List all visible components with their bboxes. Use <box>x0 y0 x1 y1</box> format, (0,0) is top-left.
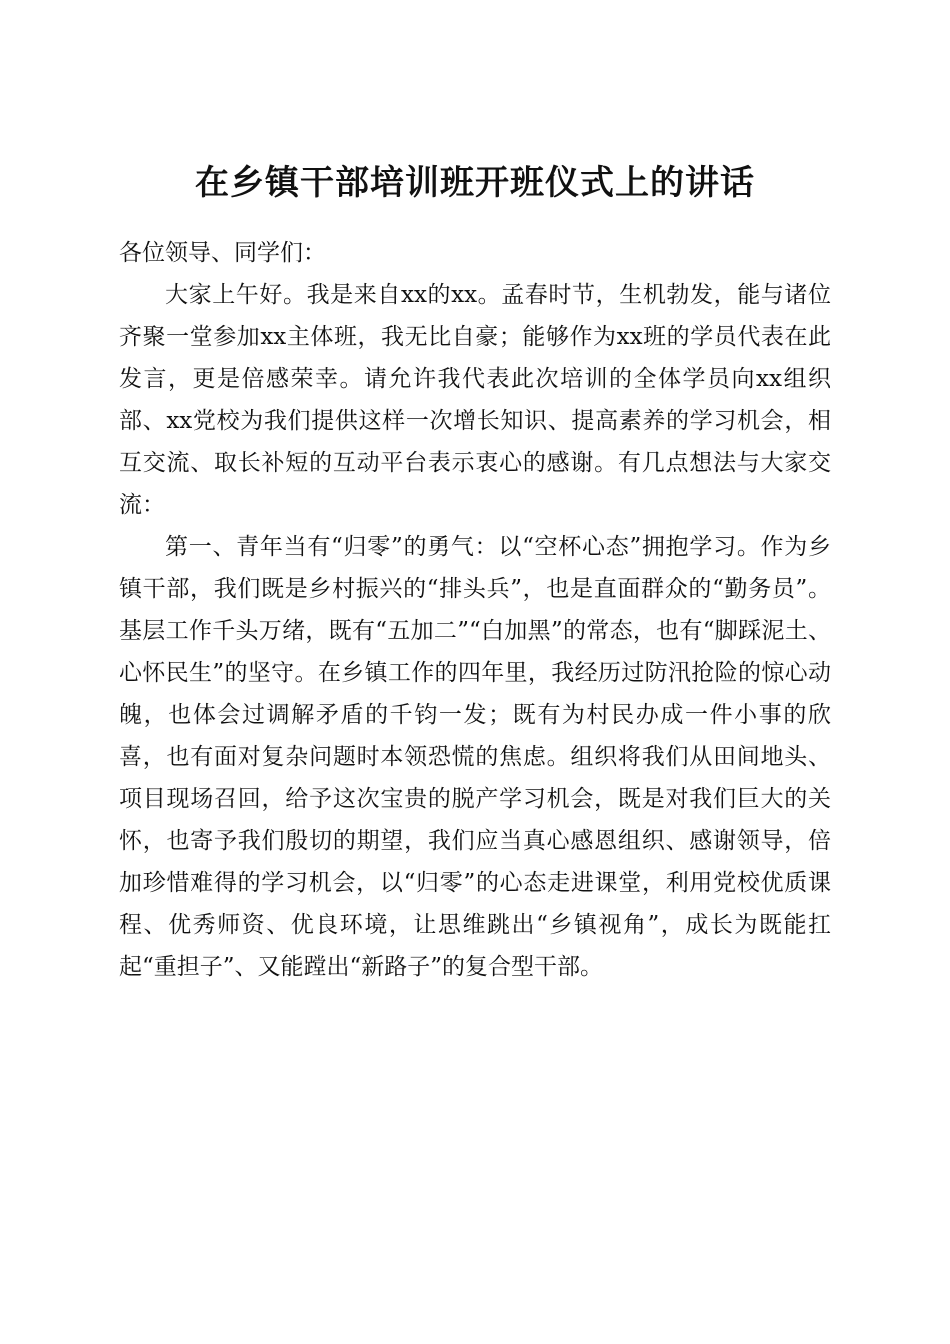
paragraph-intro: 大家上午好。我是来自xx的xx。孟春时节，生机勃发，能与诸位齐聚一堂参加xx主体班，我无比自豪；能够作为xx班的学员代表在此发言，更是倍感荣幸。请允许我代表此次培训的全体学员向xx组织部、xx党校为我们提供这样一次增长知识、提高素养的学习机会，相互交流、取长补短的互动平台表示衷心的感谢。有几点想法与大家交流： <box>119 282 831 518</box>
document-title: 在乡镇干部培训班开班仪式上的讲话 <box>195 162 755 203</box>
document-body <box>119 232 831 988</box>
salutation: 各位领导、同学们： <box>119 240 326 266</box>
paragraph-point-one: 第一、青年当有“归零”的勇气：以“空杯心态”拥抱学习。作为乡镇干部，我们既是乡村振兴的“排头兵”，也是直面群众的“勤务员”。基层工作千头万绪，既有“五加二”“白加黑”的常态，也有“脚踩泥土、心怀民生”的坚守。在乡镇工作的四年里，我经历过防汛抢险的惊心动魄，也体会过调解矛盾的千钧一发；既有为村民办成一件小事的欣喜，也有面对复杂问题时本领恐慌的焦虑。组织将我们从田间地头、项目现场召回，给予这次宝贵的脱产学习机会，既是对我们巨大的关怀，也寄予我们殷切的期望，我们应当真心感恩组织、感谢领导，倍加珍惜难得的学习机会，以“归零”的心态走进课堂，利用党校优质课程、优秀师资、优良环境，让思维跳出“乡镇视角”，成长为既能扛起“重担子”、又能蹚出“新路子”的复合型干部。 <box>119 534 831 980</box>
